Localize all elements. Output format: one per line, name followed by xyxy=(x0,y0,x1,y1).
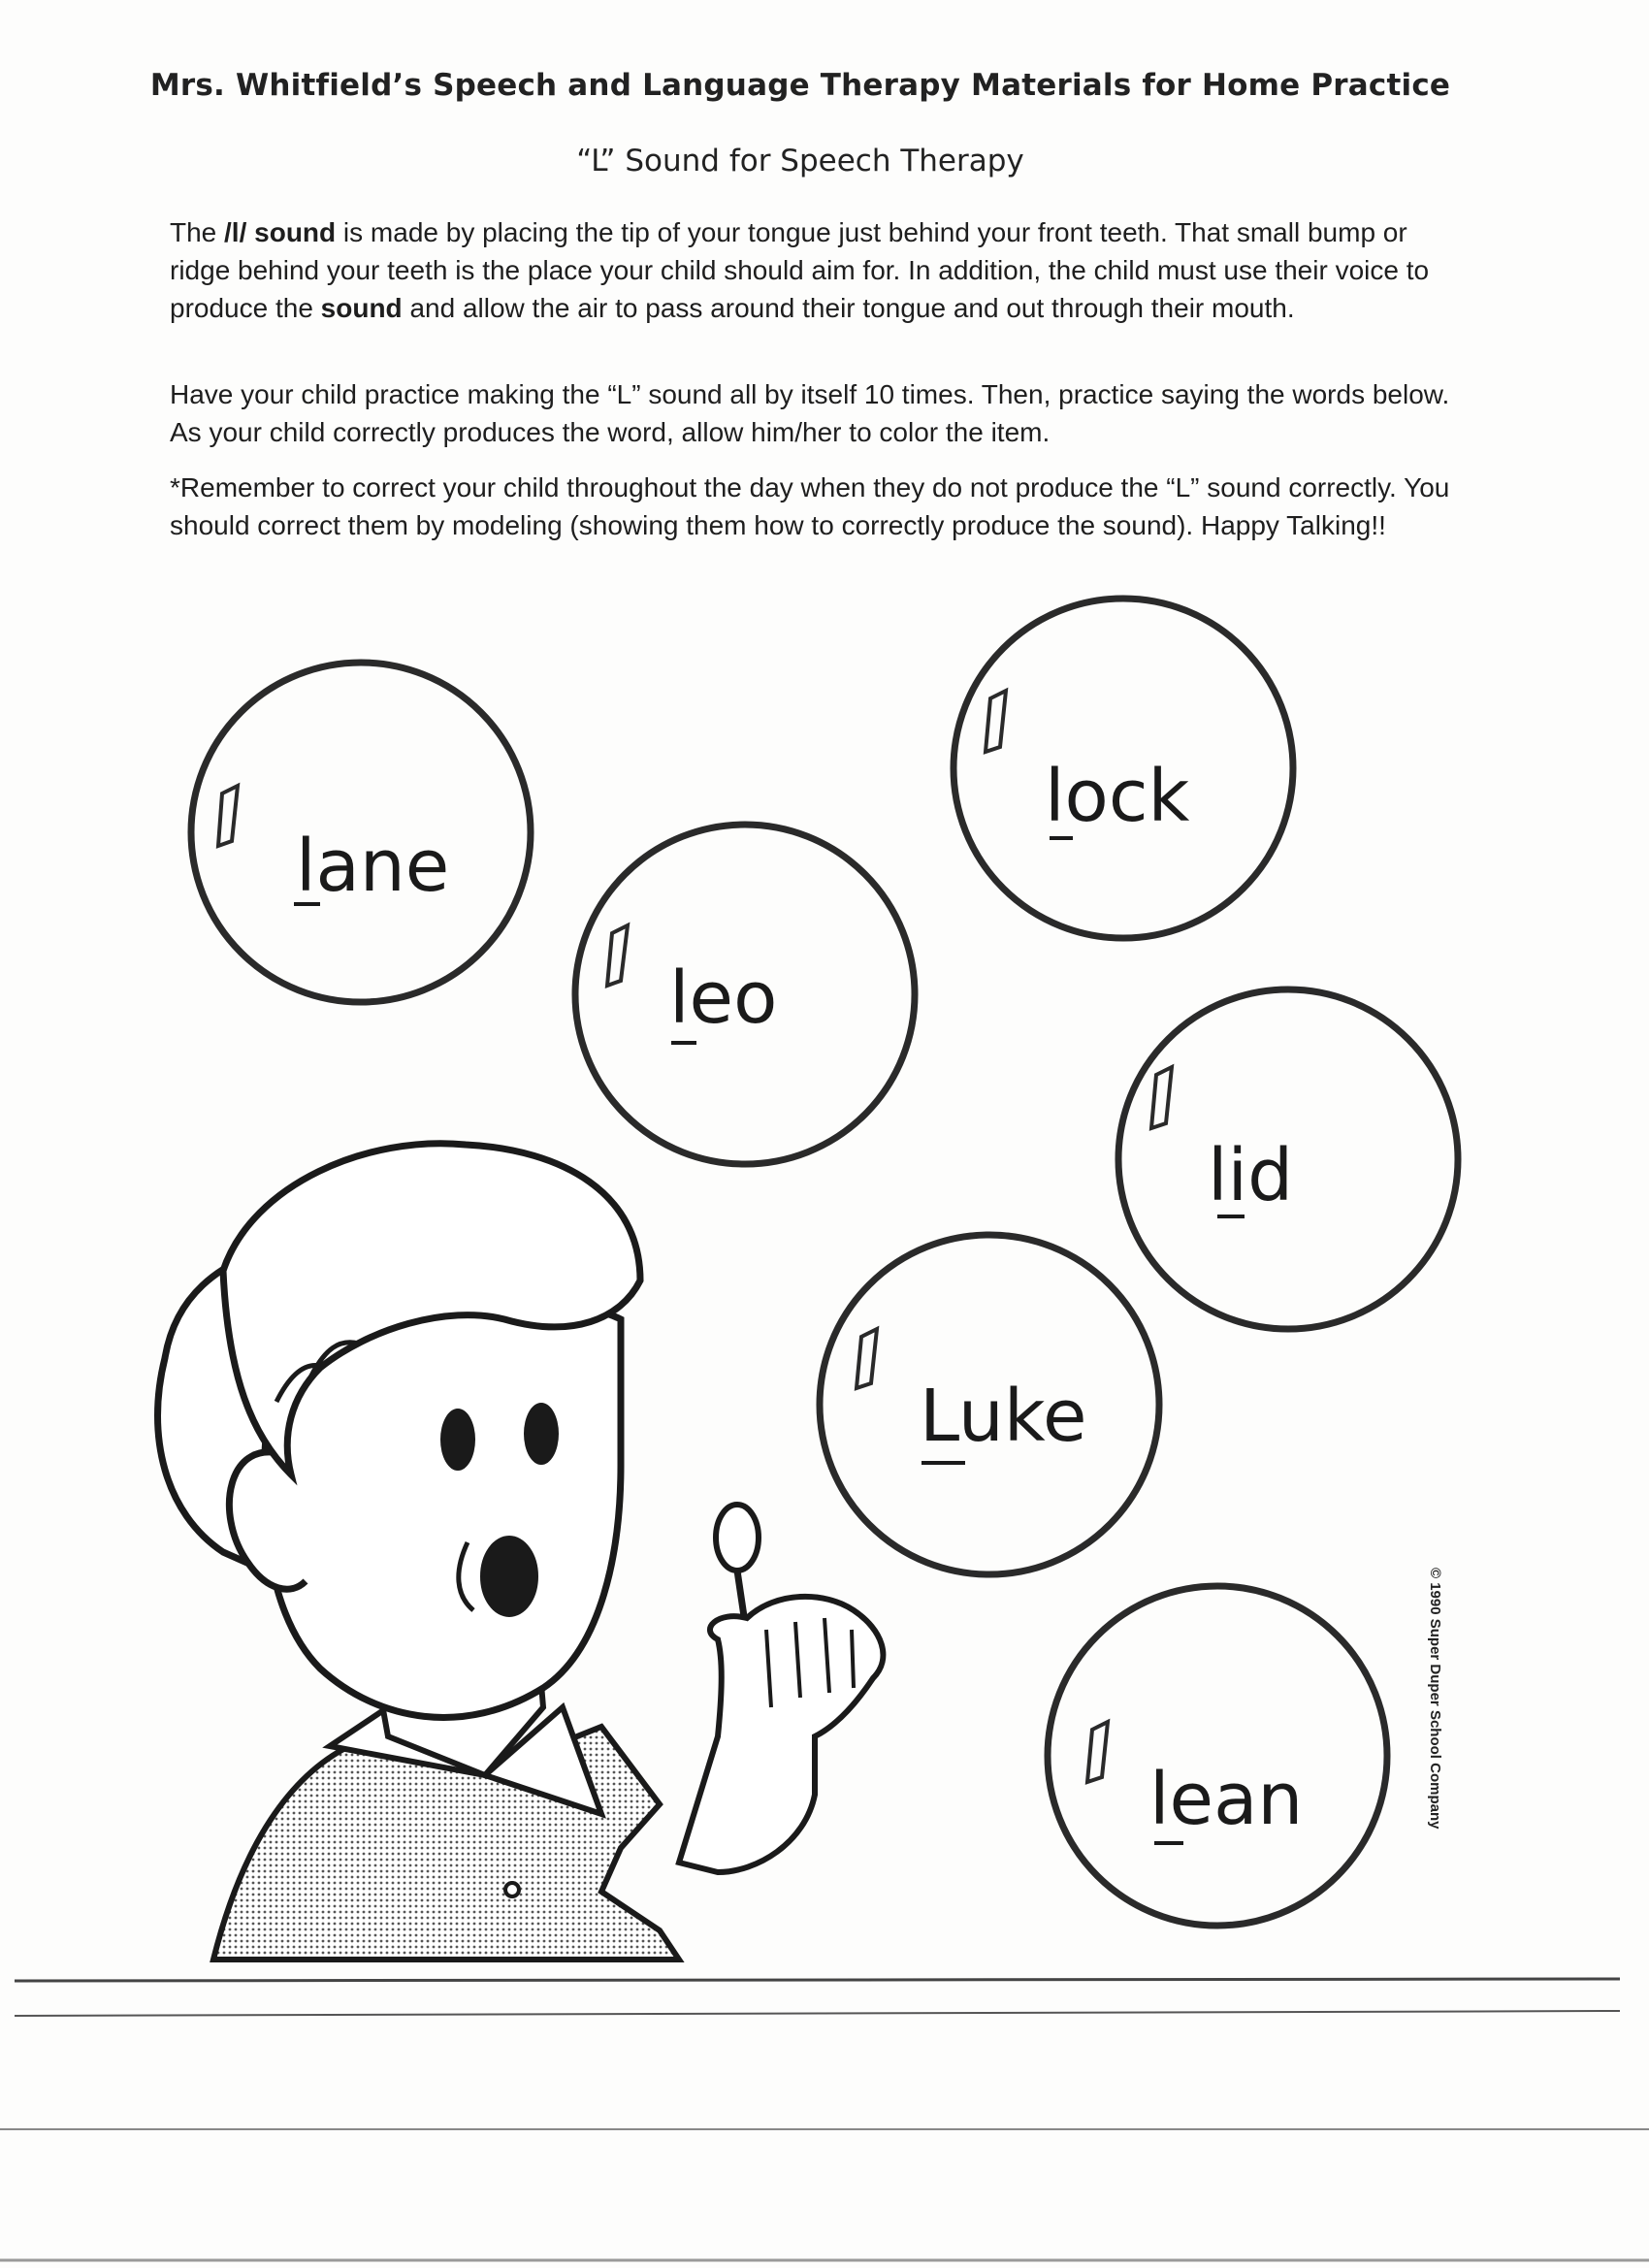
bubble-leo[interactable] xyxy=(575,825,915,1164)
bubble-lane[interactable] xyxy=(191,663,531,1002)
p1-text-end: and allow the air to pass around their tongue and out through their mouth. xyxy=(402,293,1295,323)
bubble-word-luke: Luke xyxy=(920,1375,1087,1458)
page-title: Mrs. Whitfield’s Speech and Language Therapy Materials for Home Practice xyxy=(149,68,1451,103)
bubble-shine-icon xyxy=(1151,1067,1172,1128)
page-subtitle: “L” Sound for Speech Therapy xyxy=(576,144,1024,178)
mouth xyxy=(482,1538,536,1615)
bubble-word-lid: lid xyxy=(1208,1134,1294,1217)
bubble-shine-icon xyxy=(986,691,1006,752)
copyright-notice: © 1990 Super Duper School Company xyxy=(1427,1568,1443,1830)
bubble-shine-icon xyxy=(1087,1722,1108,1782)
boy-illustration xyxy=(158,1144,884,1960)
p1-text-start: The xyxy=(170,217,225,247)
shirt-button xyxy=(505,1883,519,1896)
p1-bold-sound: /l/ sound xyxy=(224,217,337,247)
bubble-word-lane: lane xyxy=(296,825,450,908)
bubble-word-lock: lock xyxy=(1045,755,1190,838)
bubble-wand-loop xyxy=(716,1505,759,1571)
right-eye xyxy=(524,1403,559,1465)
bubble-lock[interactable] xyxy=(954,599,1293,938)
instruction-paragraph-3: *Remember to correct your child throughout the day when they do not produce the “L” sound correctly. You should correct them by modeling (showing them how to correctly produce the sound). Happy Talking!! xyxy=(170,472,1450,540)
bubble-lid[interactable] xyxy=(1118,989,1458,1329)
writing-line xyxy=(15,1979,1620,1981)
p1-text-middle: is made by placing the tip of your tongue just behind your front teeth. That small bump or ridge behind your teeth is the place your child should aim for. In addition, the child must use their voice to produce the xyxy=(170,217,1430,323)
p1-bold-word: sound xyxy=(320,293,403,323)
bubble-luke[interactable] xyxy=(820,1235,1159,1574)
bubble-shine-icon xyxy=(607,925,628,986)
bubble-word-leo: leo xyxy=(669,956,778,1040)
instruction-paragraph-2: Have your child practice making the “L” sound all by itself 10 times. Then, practice saying the words below. As your child correctly produces the word, allow him/her to color the item. xyxy=(170,379,1450,447)
writing-line xyxy=(15,2011,1620,2016)
bubble-shine-icon xyxy=(857,1329,877,1388)
bubble-word-lean: lean xyxy=(1149,1758,1304,1841)
bubble-lean[interactable] xyxy=(1048,1586,1387,1926)
left-eye xyxy=(440,1409,475,1471)
bubble-shine-icon xyxy=(218,786,238,846)
